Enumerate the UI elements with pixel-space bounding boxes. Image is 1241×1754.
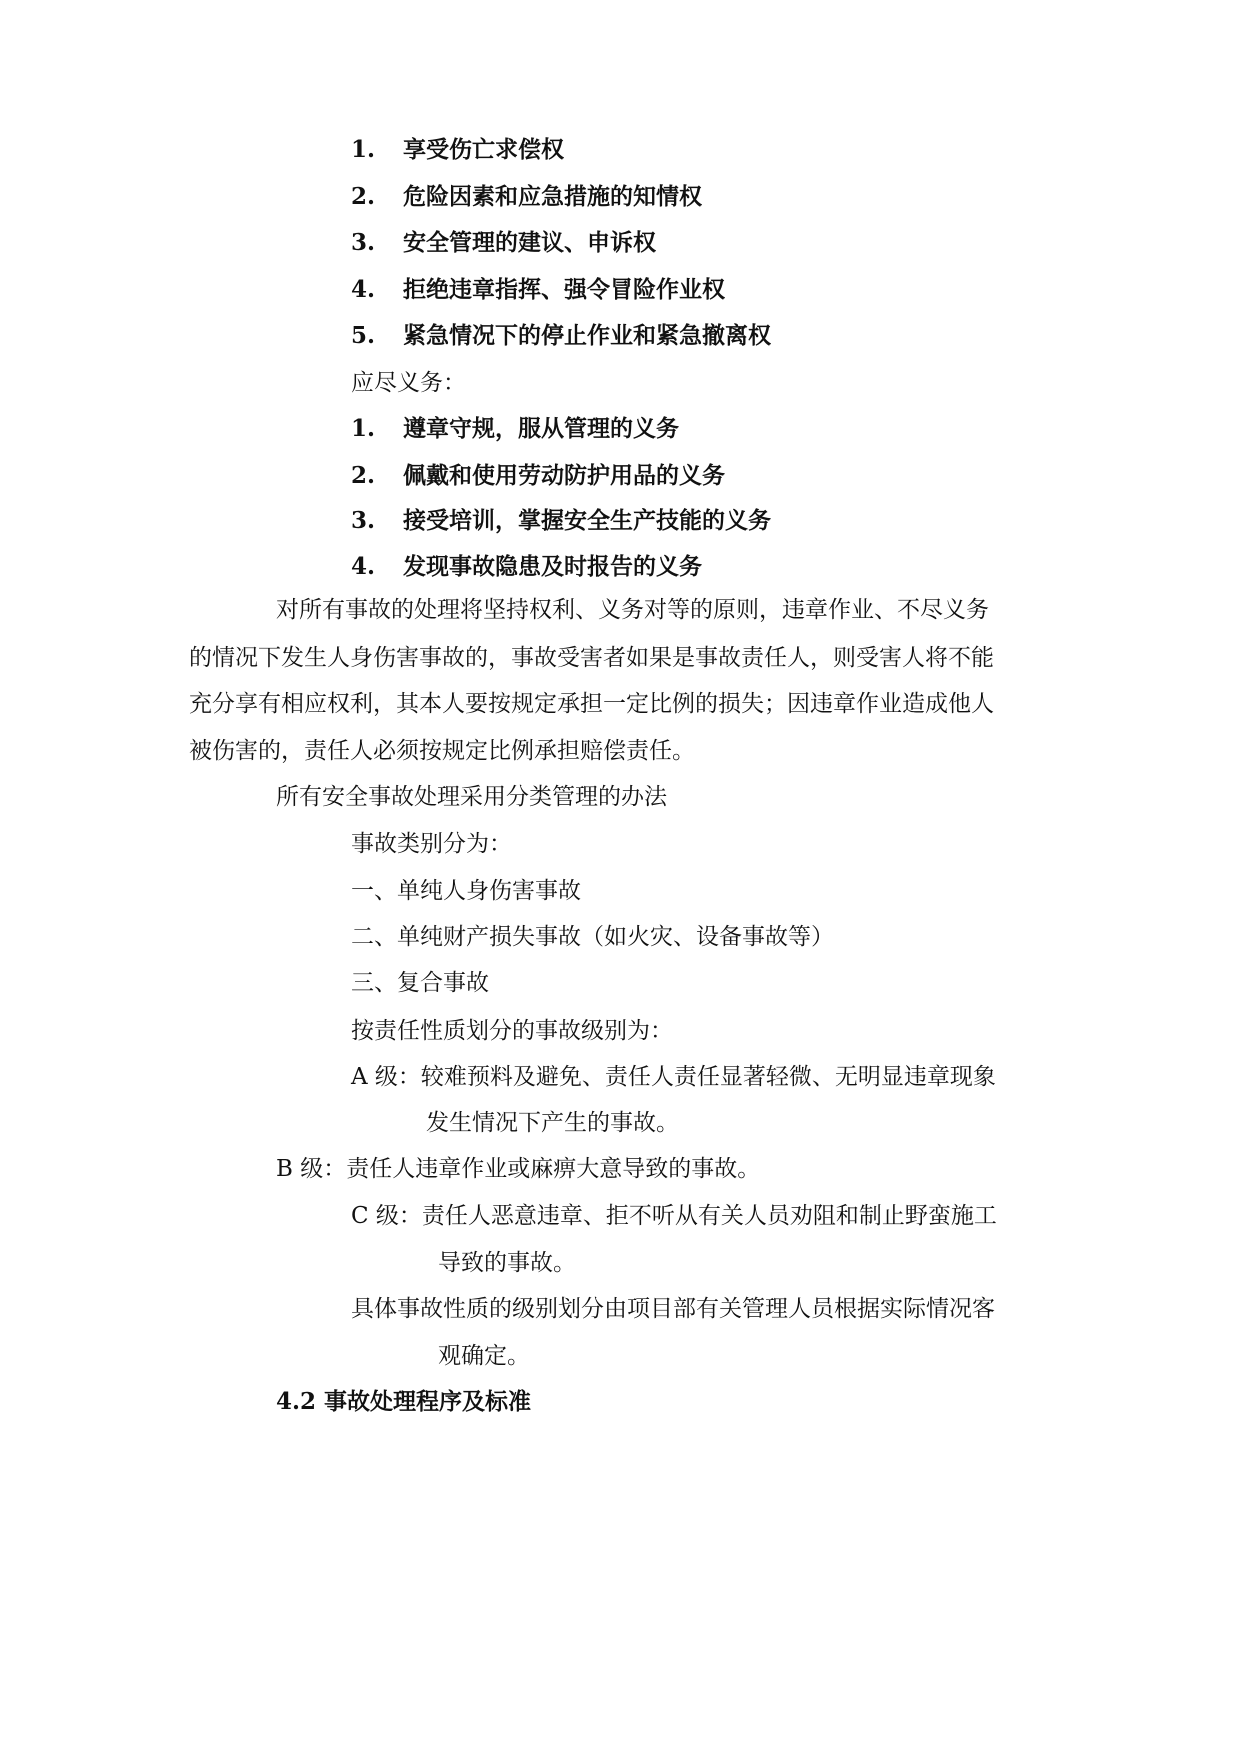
level-a-line: A 级：较难预料及避免、责任人责任显著轻微、无明显违章现象 (351, 1064, 996, 1090)
list-number: 3. (351, 229, 376, 256)
list-number: 1. (351, 136, 376, 163)
category-item: 二、单纯财产损失事故（如火灾、设备事故等） (351, 924, 834, 950)
rights-item (351, 228, 1051, 258)
section-heading: 4.2 事故处理程序及标准 (276, 1388, 532, 1415)
paragraph-line: 充分享有相应权利，其本人要按规定承担一定比例的损失；因违章作业造成他人 (189, 691, 994, 717)
duties-heading: 应尽义务： (351, 370, 466, 396)
duties-item (351, 461, 1051, 491)
level-a-line: 发生情况下产生的事故。 (426, 1110, 679, 1136)
list-text: 紧急情况下的停止作业和紧急撤离权 (403, 322, 771, 349)
list-text: 享受伤亡求偿权 (403, 136, 564, 163)
list-text: 佩戴和使用劳动防护用品的义务 (403, 462, 725, 489)
rights-item (351, 321, 1051, 351)
list-number: 5. (351, 322, 376, 349)
duties-item (351, 506, 1051, 536)
list-text: 安全管理的建议、申诉权 (403, 229, 656, 256)
list-number: 4. (351, 276, 376, 303)
paragraph-line: 的情况下发生人身伤害事故的，事故受害者如果是事故责任人，则受害人将不能 (189, 645, 994, 671)
rights-item (351, 182, 1051, 212)
category-item: 三、复合事故 (351, 970, 489, 996)
list-text: 拒绝违章指挥、强令冒险作业权 (403, 276, 725, 303)
list-text: 接受培训，掌握安全生产技能的义务 (403, 507, 771, 534)
level-c-line: 导致的事故。 (438, 1250, 576, 1276)
paragraph-line: 对所有事故的处理将坚持权利、义务对等的原则，违章作业、不尽义务 (276, 597, 989, 623)
paragraph-line: 被伤害的，责任人必须按规定比例承担赔偿责任。 (189, 738, 695, 764)
classification-intro: 所有安全事故处理采用分类管理的办法 (276, 784, 667, 810)
category-heading: 事故类别分为： (351, 831, 512, 857)
level-c-line: C 级：责任人恶意违章、拒不听从有关人员劝阻和制止野蛮施工 (351, 1203, 997, 1229)
list-number: 2. (351, 183, 376, 210)
rights-item (351, 135, 1051, 165)
list-number: 3. (351, 507, 376, 534)
list-number: 1. (351, 415, 376, 442)
specific-note-line: 具体事故性质的级别划分由项目部有关管理人员根据实际情况客 (351, 1296, 995, 1322)
duties-item (351, 414, 1051, 444)
specific-note-line: 观确定。 (438, 1343, 530, 1369)
list-number: 2. (351, 462, 376, 489)
level-heading: 按责任性质划分的事故级别为： (351, 1018, 673, 1044)
list-text: 发现事故隐患及时报告的义务 (403, 553, 702, 580)
level-b-line: B 级：责任人违章作业或麻痹大意导致的事故。 (276, 1156, 761, 1182)
category-item: 一、单纯人身伤害事故 (351, 878, 581, 904)
list-text: 遵章守规，服从管理的义务 (403, 415, 679, 442)
duties-item (351, 552, 1051, 582)
list-text: 危险因素和应急措施的知情权 (403, 183, 702, 210)
list-number: 4. (351, 553, 376, 580)
rights-item (351, 275, 1051, 305)
